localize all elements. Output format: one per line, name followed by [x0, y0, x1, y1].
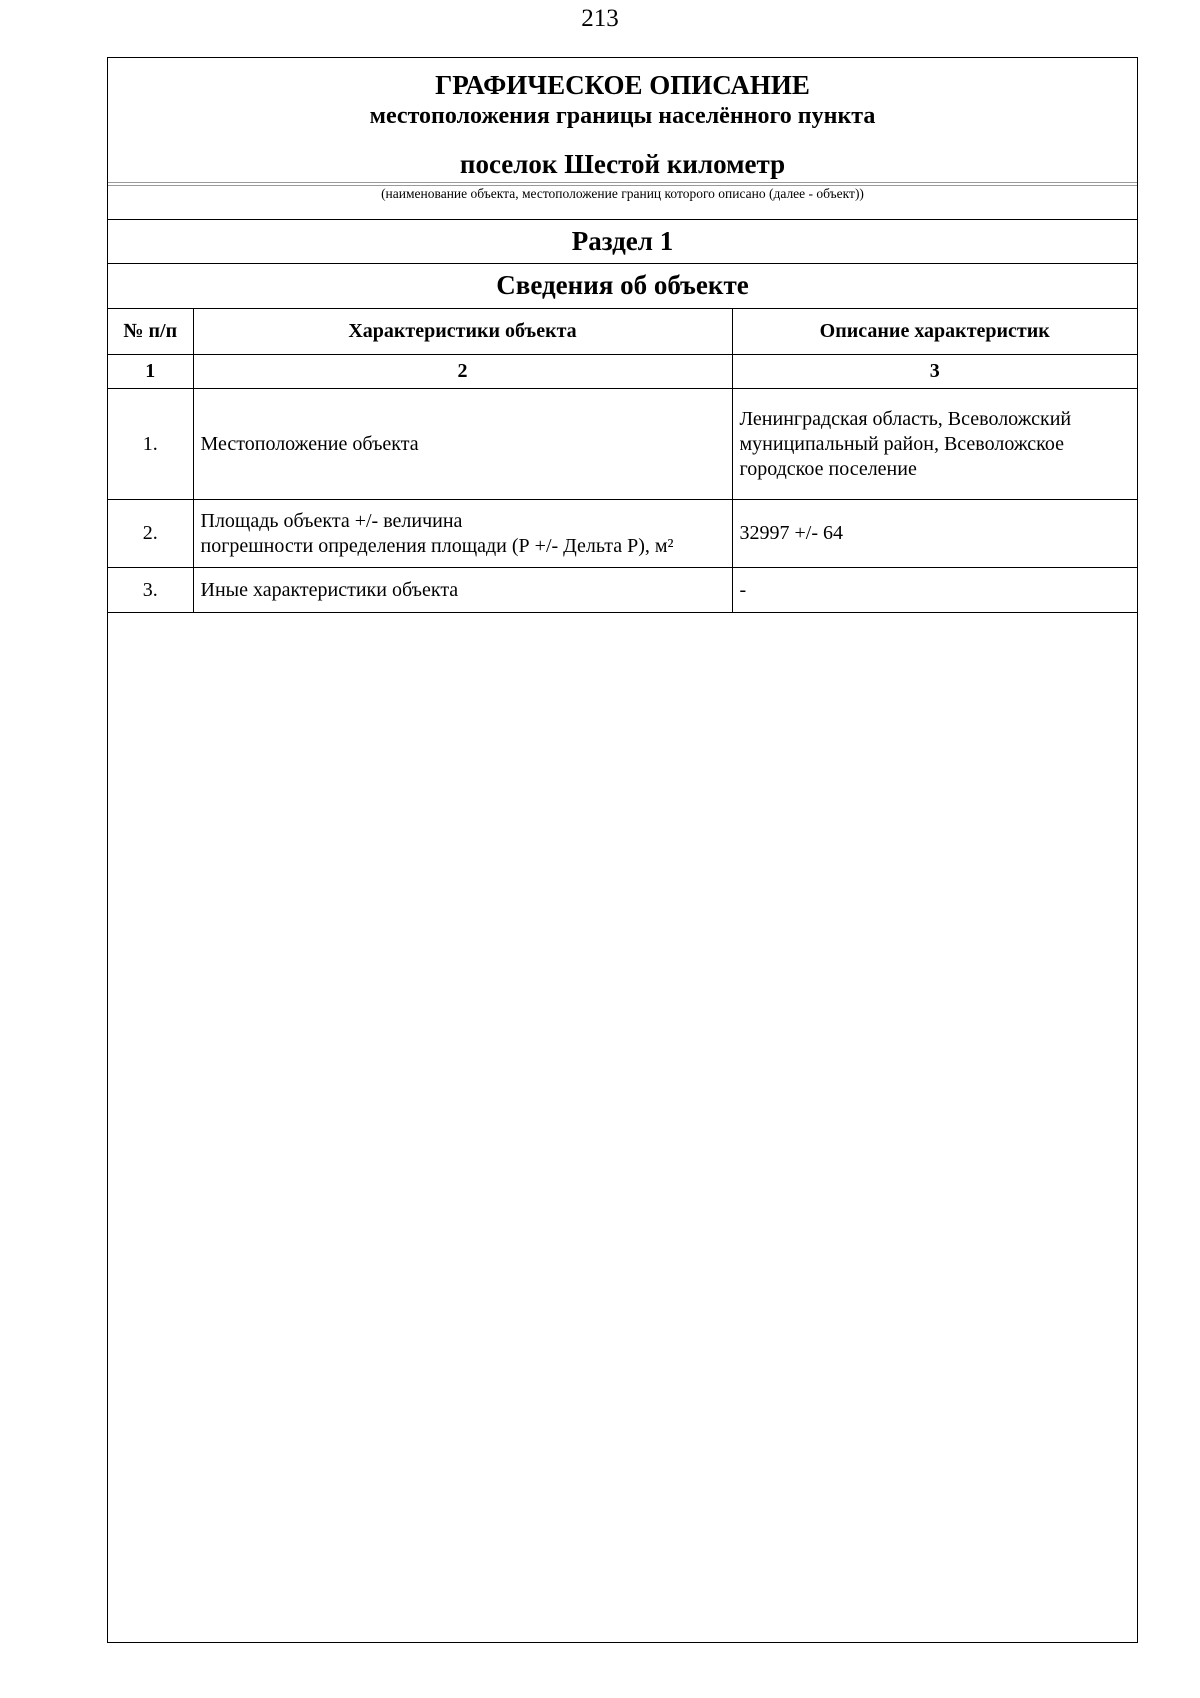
document-title: ГРАФИЧЕСКОЕ ОПИСАНИЕ	[435, 70, 810, 100]
divider	[108, 182, 1137, 183]
table-row	[108, 568, 1137, 613]
column-number: 2	[193, 355, 732, 389]
object-name: поселок Шестой километр	[459, 149, 786, 179]
page-number: 213	[581, 5, 619, 32]
row-number: 3.	[108, 568, 193, 613]
row-characteristic: Иные характеристики объекта	[193, 568, 732, 613]
title-block	[108, 58, 1137, 184]
object-info-table	[108, 308, 1137, 613]
row-characteristic: Площадь объекта +/- величина погрешности определения площади (Р +/- Дельта Р), м²	[193, 500, 732, 568]
header-description: Описание характеристик	[732, 309, 1137, 355]
header-number: № п/п	[108, 309, 193, 355]
document-frame	[107, 57, 1138, 1643]
section-title: Сведения об объекте	[496, 270, 749, 300]
table-row	[108, 389, 1137, 500]
header-characteristic: Характеристики объекта	[193, 309, 732, 355]
table-header-row	[108, 309, 1137, 355]
column-number-row	[108, 355, 1137, 389]
row-number: 1.	[108, 389, 193, 500]
object-caption: (наименование объекта, местоположение границ которого описано (далее - объект))	[381, 186, 864, 201]
row-description: Ленинградская область, Всеволожский муниципальный район, Всеволожское городское поселение	[732, 389, 1137, 500]
document-subtitle: местоположения границы населённого пункта	[369, 103, 876, 129]
row-characteristic: Местоположение объекта	[193, 389, 732, 500]
table-row	[108, 500, 1137, 568]
row-description: 32997 +/- 64	[732, 500, 1137, 568]
row-description: -	[732, 568, 1137, 613]
column-number: 1	[108, 355, 193, 389]
column-number: 3	[732, 355, 1137, 389]
row-number: 2.	[108, 500, 193, 568]
section-label: Раздел 1	[571, 225, 674, 256]
